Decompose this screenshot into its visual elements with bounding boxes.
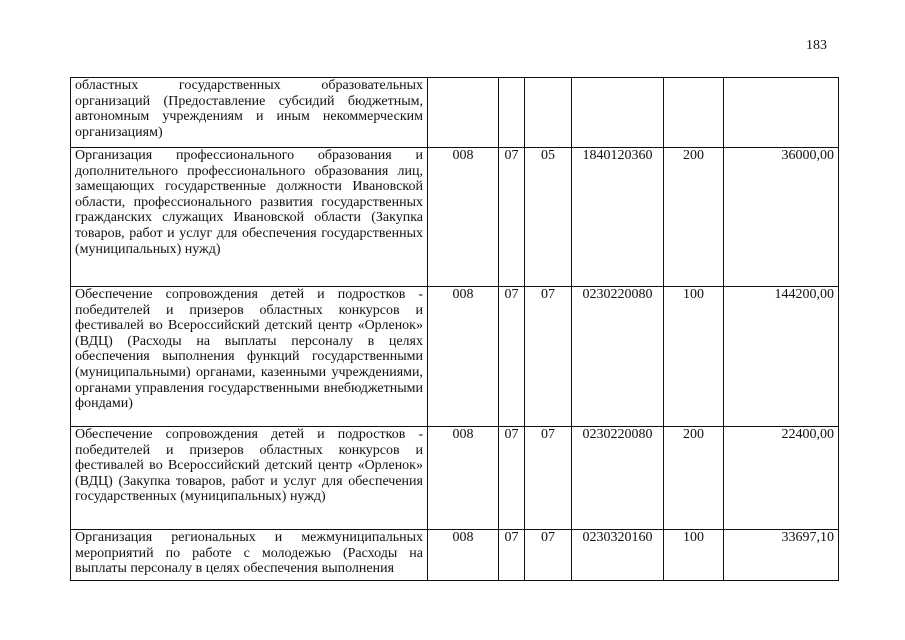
cell-amount: 36000,00 <box>724 148 839 287</box>
cell-amount: 22400,00 <box>724 427 839 530</box>
cell-ved <box>428 78 499 148</box>
cell-rz: 07 <box>499 427 525 530</box>
table-row <box>71 148 839 287</box>
cell-vr: 100 <box>664 530 724 581</box>
cell-amount: 144200,00 <box>724 287 839 427</box>
cell-pr: 07 <box>525 287 572 427</box>
cell-ved: 008 <box>428 530 499 581</box>
cell-amount: 33697,10 <box>724 530 839 581</box>
table-row <box>71 427 839 530</box>
cell-pr <box>525 78 572 148</box>
cell-rz: 07 <box>499 287 525 427</box>
row-description: Обеспечение сопровождения детей и подростков - победителей и призеров областных конкурсов и фестивалей во Всероссийский детский центр «Орленок» (ВДЦ) (Закупка товаров, работ и услуг для обеспечения государственных (муниципальных) нужд) <box>71 427 428 530</box>
cell-vr: 200 <box>664 148 724 287</box>
cell-csr: 1840120360 <box>572 148 664 287</box>
cell-pr: 07 <box>525 530 572 581</box>
cell-vr: 100 <box>664 287 724 427</box>
cell-pr: 05 <box>525 148 572 287</box>
budget-table <box>70 77 839 581</box>
cell-csr: 0230220080 <box>572 427 664 530</box>
cell-ved: 008 <box>428 287 499 427</box>
cell-amount <box>724 78 839 148</box>
cell-ved: 008 <box>428 427 499 530</box>
cell-ved: 008 <box>428 148 499 287</box>
row-description: областных государственных образовательных организаций (Предоставление субсидий бюджетным, автономным учреждениям и иным некоммерческим организациям) <box>71 78 428 148</box>
cell-pr: 07 <box>525 427 572 530</box>
cell-csr <box>572 78 664 148</box>
page-number: 183 <box>806 38 827 53</box>
cell-vr: 200 <box>664 427 724 530</box>
table-row <box>71 287 839 427</box>
row-description: Организация профессионального образования и дополнительного профессионального образования лиц, замещающих государственные должности Ивановской области, профессионального развития государственных гражданских служащих Ивановской области (Закупка товаров, работ и услуг для обеспечения государственных (муниципальных) нужд) <box>71 148 428 287</box>
cell-rz: 07 <box>499 530 525 581</box>
cell-csr: 0230320160 <box>572 530 664 581</box>
cell-rz <box>499 78 525 148</box>
cell-csr: 0230220080 <box>572 287 664 427</box>
cell-rz: 07 <box>499 148 525 287</box>
cell-vr <box>664 78 724 148</box>
table-row <box>71 78 839 148</box>
table-row <box>71 530 839 581</box>
row-description: Обеспечение сопровождения детей и подростков - победителей и призеров областных конкурсов и фестивалей во Всероссийский детский центр «Орленок» (ВДЦ) (Расходы на выплаты персоналу в целях обеспечения выполнения функций государственными (муниципальными) органами, казенными учреждениями, органами управления государственными внебюджетными фондами) <box>71 287 428 427</box>
row-description: Организация региональных и межмуниципальных мероприятий по работе с молодежью (Расходы на выплаты персоналу в целях обеспечения выполнения <box>71 530 428 581</box>
